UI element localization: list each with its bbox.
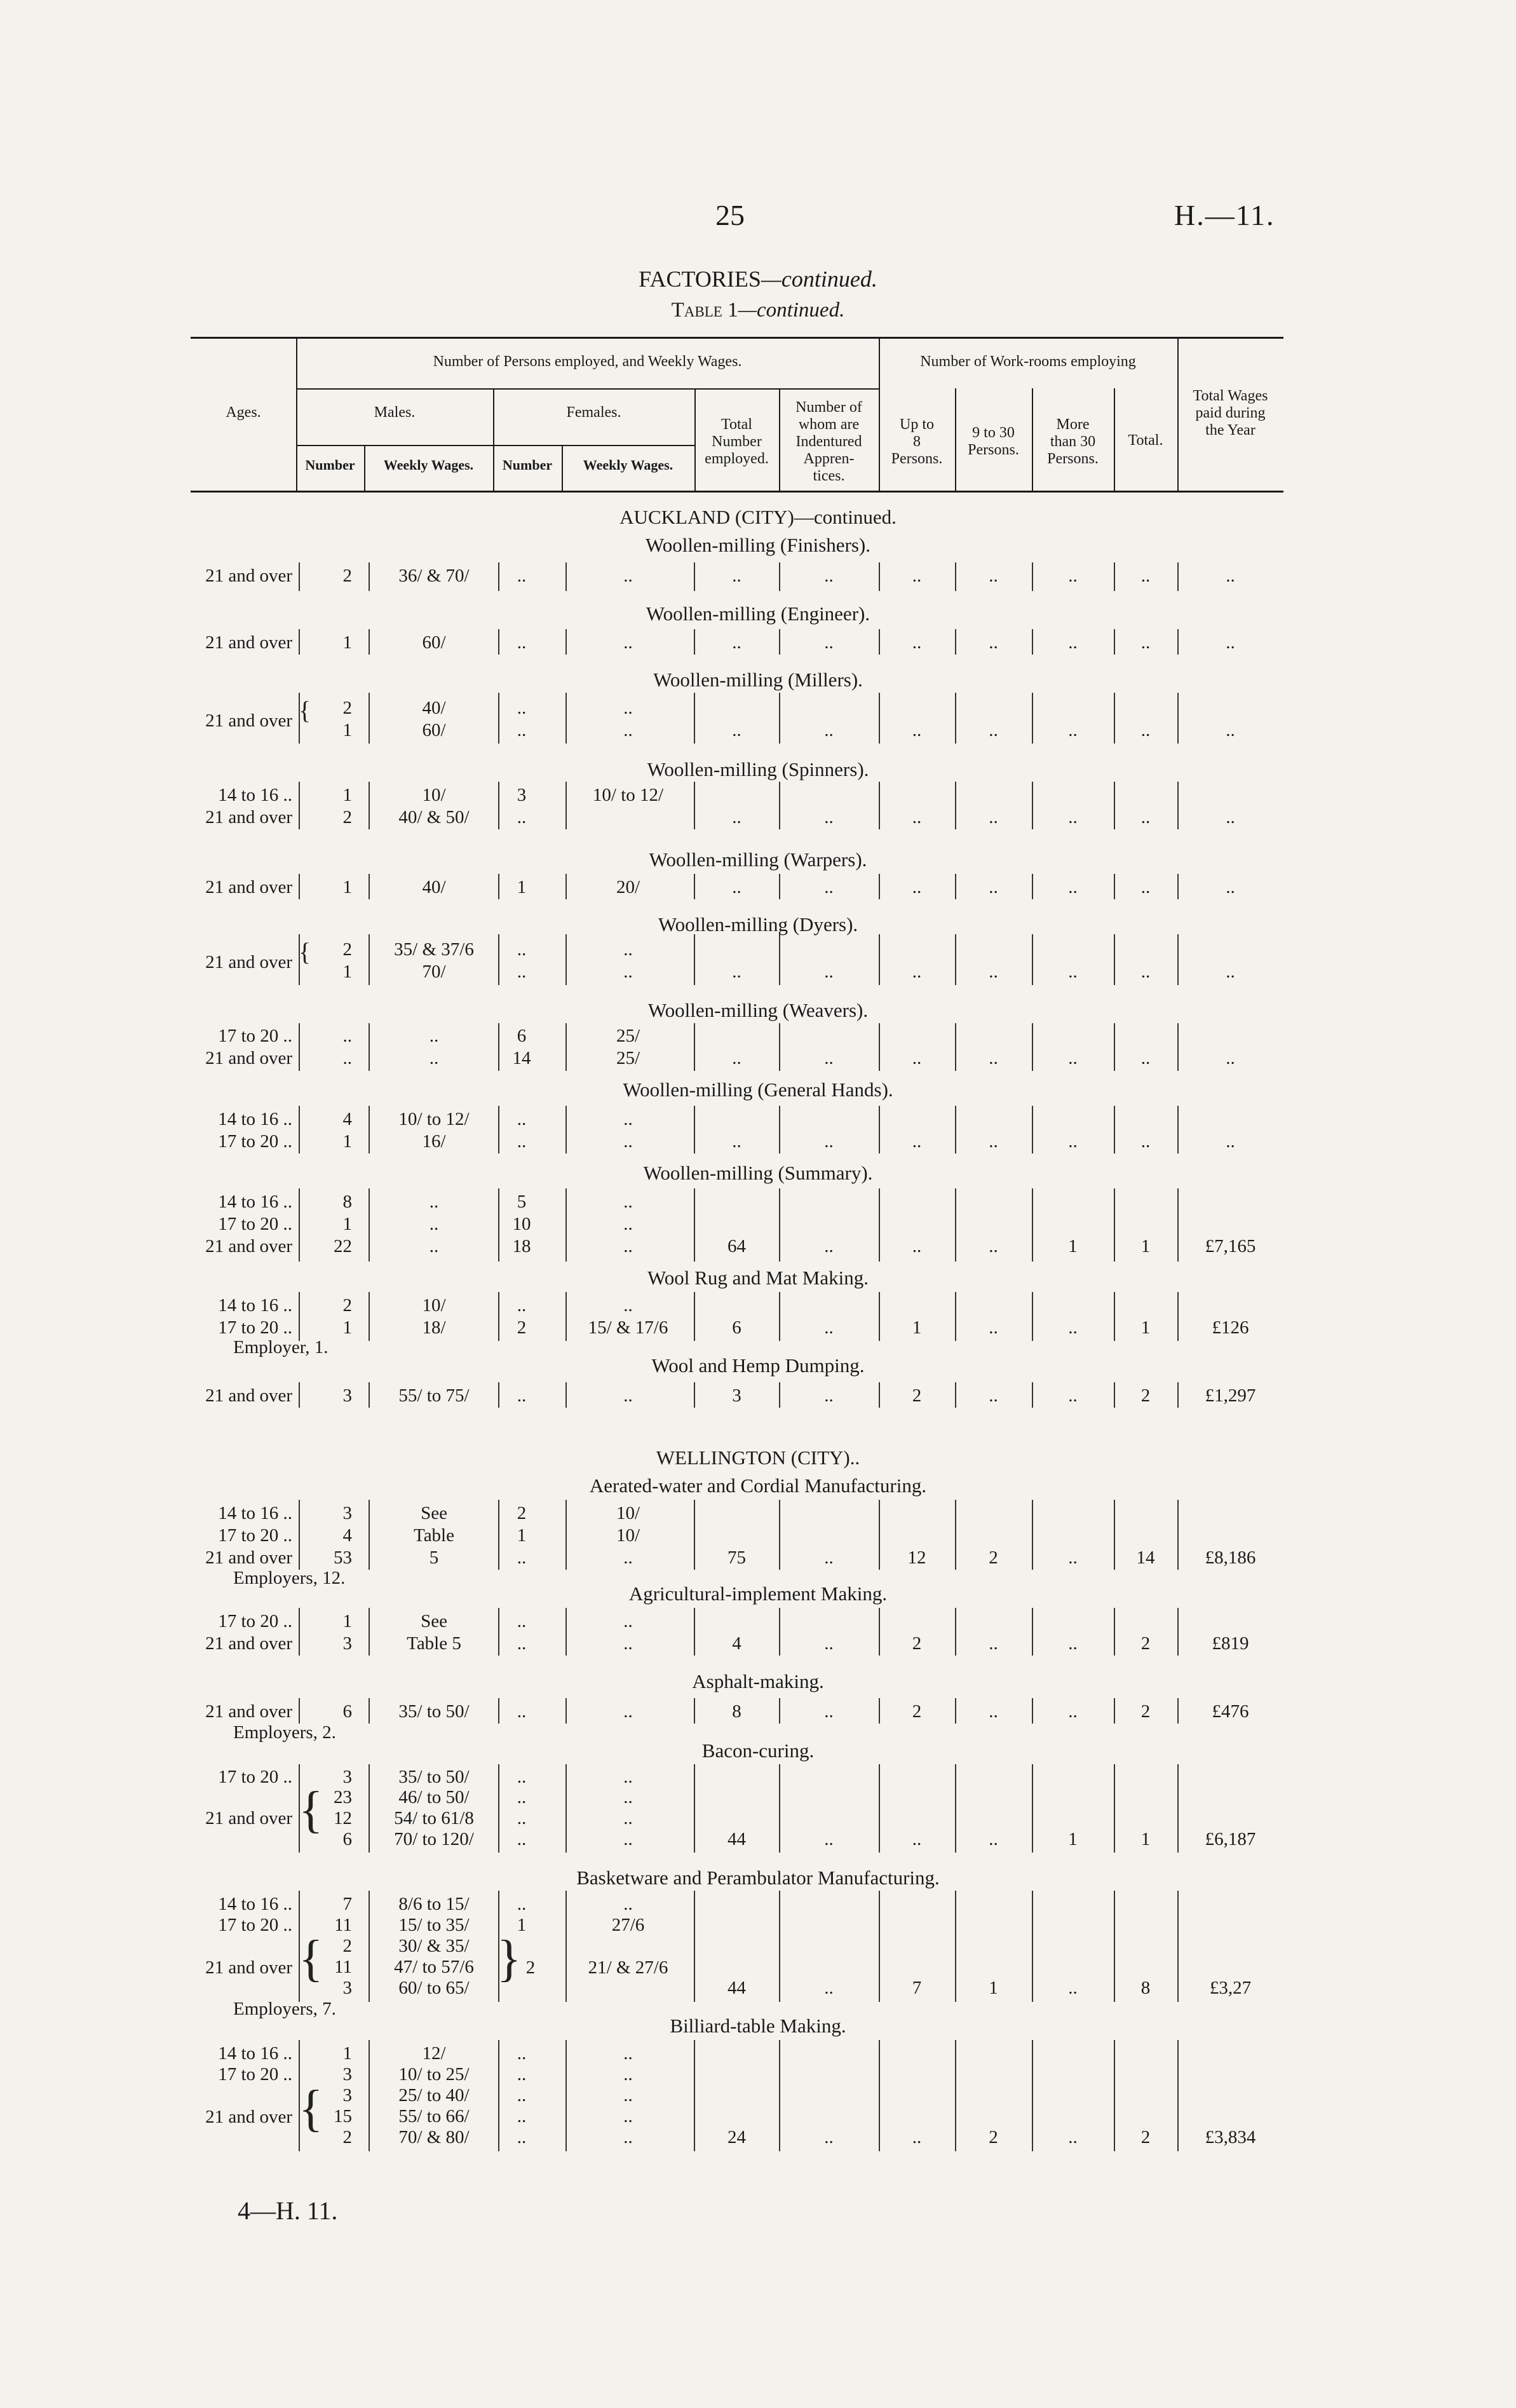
section-title: Woollen-milling (Engineer).: [646, 602, 870, 625]
section-title: Woollen-milling (Weavers).: [647, 999, 869, 1021]
header-bottom-rule: [191, 491, 1283, 493]
col-female-number: Number: [502, 457, 553, 473]
col-male-wages: Weekly Wages.: [383, 457, 474, 473]
column-bar: [369, 1764, 370, 1853]
section-title: Wool and Hemp Dumping.: [651, 1354, 865, 1377]
section-title: Billiard-table Making.: [670, 2015, 846, 2037]
col-total-employed: Total Number employed.: [705, 416, 769, 467]
col-total-wages: Total Wages paid during the Year: [1193, 388, 1268, 439]
col-females: Females.: [566, 404, 621, 421]
column-bar: [369, 693, 370, 744]
column-bar: [369, 1698, 370, 1724]
column-bar: [369, 782, 370, 829]
subgroup-rule: [296, 445, 694, 446]
column-bar: [369, 1188, 370, 1262]
page-footer: 4—H. 11.: [238, 2196, 338, 2225]
section-title: Woollen-milling (General Hands).: [623, 1078, 893, 1101]
table-subtitle: Table 1—continued.: [671, 299, 845, 322]
col-female-wages: Weekly Wages.: [583, 457, 673, 473]
column-bar: [369, 874, 370, 899]
employers-note: Employer, 1.: [233, 1337, 328, 1357]
section-title: Wool Rug and Mat Making.: [647, 1267, 869, 1289]
section-title: Woollen-milling (Finishers).: [646, 534, 870, 556]
column-bar: [369, 629, 370, 655]
column-bar: [369, 2040, 370, 2151]
col-ages: Ages.: [226, 404, 261, 421]
section-title: Aerated-water and Cordial Manufacturing.: [589, 1474, 927, 1497]
column-bar: [369, 1891, 370, 2002]
column-bar: [369, 1292, 370, 1341]
col-9-to-30: 9 to 30 Persons.: [968, 425, 1019, 458]
column-bar: [369, 1106, 370, 1153]
col-total: Total.: [1128, 432, 1163, 449]
section-title: Bacon-curing.: [701, 1739, 815, 1762]
col-group-workrooms: Number of Work-rooms employing: [920, 353, 1136, 370]
section-title: Woollen-milling (Dyers).: [658, 913, 858, 935]
section-title: Woollen-milling (Millers).: [653, 669, 863, 691]
column-bar: [369, 562, 370, 591]
employers-note: Employers, 7.: [233, 1999, 336, 2019]
region-heading-wellington: WELLINGTON (CITY)..: [656, 1446, 860, 1469]
document-code: H.—11.: [1174, 199, 1275, 231]
region-heading-auckland: AUCKLAND (CITY)—continued.: [619, 506, 897, 528]
column-bar: [369, 1500, 370, 1570]
employers-note: Employers, 2.: [233, 1722, 336, 1743]
page-title: FACTORIES—continued.: [639, 266, 877, 292]
column-bar: [369, 1608, 370, 1656]
col-males: Males.: [374, 404, 416, 421]
column-bar: [369, 1023, 370, 1071]
section-title: Woollen-milling (Warpers).: [649, 848, 867, 871]
section-title: Asphalt-making.: [692, 1670, 824, 1692]
section-title: Basketware and Perambulator Manufacturing.: [576, 1867, 940, 1889]
col-indentured: Number of whom are Indentured Appren- tices.: [795, 399, 862, 484]
page-number: 25: [715, 199, 745, 231]
employers-note: Employers, 12.: [233, 1568, 346, 1588]
col-more-30: More than 30 Persons.: [1047, 416, 1099, 467]
section-title: Woollen-milling (Spinners).: [647, 758, 869, 780]
column-bar: [369, 934, 370, 985]
column-bar: [369, 1382, 370, 1408]
group-rule: [296, 388, 879, 390]
section-title: Agricultural-implement Making.: [628, 1582, 888, 1605]
section-title: Woollen-milling (Summary).: [643, 1162, 873, 1184]
col-up-to-8: Up to 8 Persons.: [891, 416, 943, 467]
col-male-number: Number: [305, 457, 355, 473]
header-top-rule: [191, 337, 1283, 339]
col-group-persons: Number of Persons employed, and Weekly Wages.: [433, 353, 742, 370]
